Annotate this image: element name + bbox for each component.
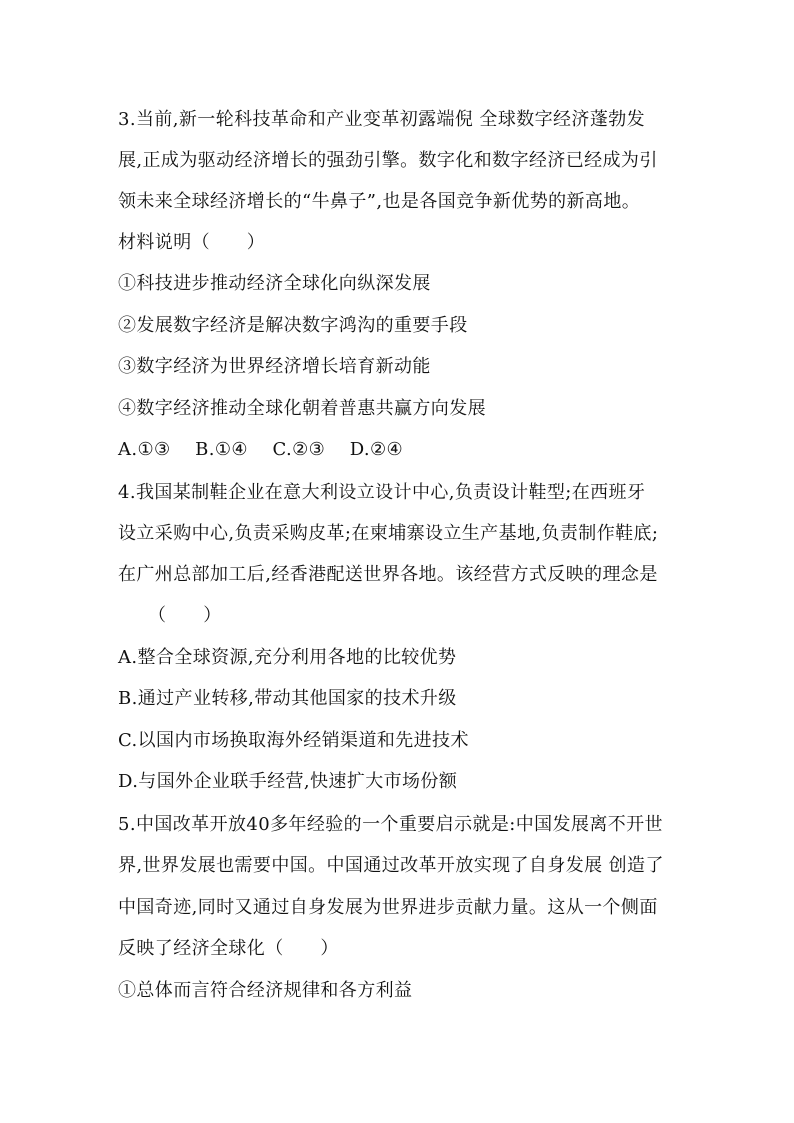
question-5-stem-line-3: 中国奇迹,同时又通过自身发展为世界进步贡献力量。这从一个侧面 xyxy=(118,897,658,918)
question-3-statement-2: ②发展数字经济是解决数字鸿沟的重要手段 xyxy=(118,315,468,336)
question-4-option-a: A.整合全球资源,充分利用各地的比较优势 xyxy=(118,647,457,668)
question-3-statement-4: ④数字经济推动全球化朝着普惠共赢方向发展 xyxy=(118,398,486,419)
question-4-stem-line-1: 4.我国某制鞋企业在意大利设立设计中心,负责设计鞋型;在西班牙 xyxy=(118,482,646,503)
question-4-option-d: D.与国外企业联手经营,快速扩大市场份额 xyxy=(118,771,458,792)
question-4-option-c: C.以国内市场换取海外经销渠道和先进技术 xyxy=(118,730,469,751)
question-3-stem-line-2: 展,正成为驱动经济增长的强劲引擎。数字化和数字经济已经成为引 xyxy=(118,150,658,171)
question-3-statement-1: ①科技进步推动经济全球化向纵深发展 xyxy=(118,273,431,294)
question-3-stem-line-3: 领未来全球经济增长的“牛鼻子”,也是各国竞争新优势的新高地。 xyxy=(118,191,641,212)
question-5-stem-line-4: 反映了经济全球化（ ） xyxy=(118,938,339,959)
question-4-stem-line-2: 设立采购中心,负责采购皮革;在柬埔寨设立生产基地,负责制作鞋底; xyxy=(118,523,659,544)
question-4-answer-blank: （ ） xyxy=(148,605,222,626)
question-3-statement-3: ③数字经济为世界经济增长培育新动能 xyxy=(118,356,431,377)
question-3-stem-line-4: 材料说明（ ） xyxy=(118,232,266,253)
question-3-stem-line-1: 3.当前,新一轮科技革命和产业变革初露端倪 全球数字经济蓬勃发 xyxy=(118,109,646,130)
question-5-stem-line-1: 5.中国改革开放40多年经验的一个重要启示就是:中国发展离不开世 xyxy=(118,814,663,835)
question-5-stem-line-2: 界,世界发展也需要中国。中国通过改革开放实现了自身发展 创造了 xyxy=(118,855,664,876)
question-5-statement-1: ①总体而言符合经济规律和各方利益 xyxy=(118,980,413,1001)
question-3-options: A.①③ B.①④ C.②③ D.②④ xyxy=(118,439,404,460)
question-4-option-b: B.通过产业转移,带动其他国家的技术升级 xyxy=(118,688,457,709)
question-4-stem-line-3: 在广州总部加工后,经香港配送世界各地。该经营方式反映的理念是 xyxy=(118,564,658,585)
